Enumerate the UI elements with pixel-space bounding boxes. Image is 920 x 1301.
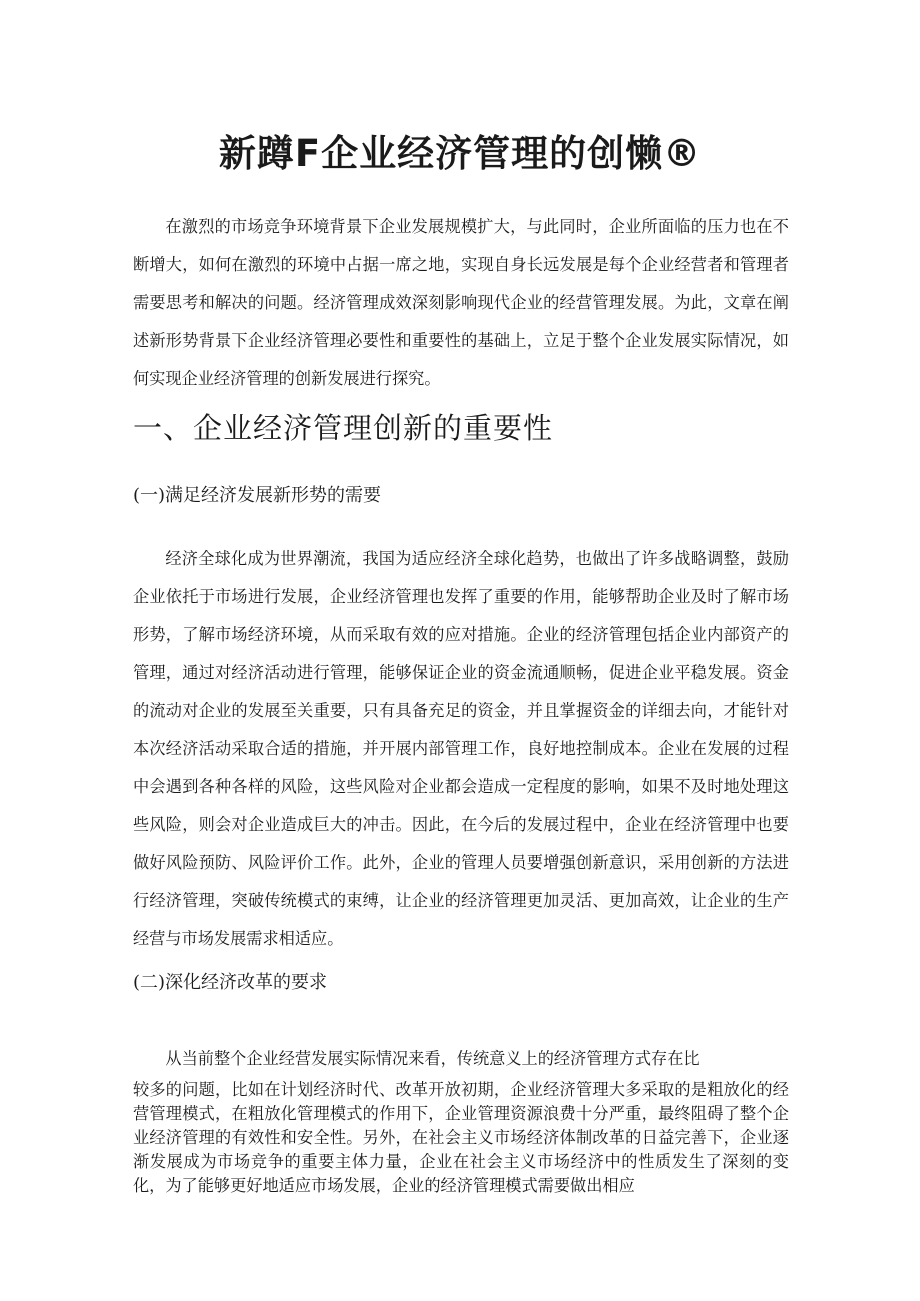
intro-paragraph: 在激烈的市场竞争环境背景下企业发展规模扩大，与此同时，企业所面临的压力也在不断增大，如何在激烈的环境中占据一席之地，实现自身长远发展是每个企业经营者和管理者需要思考和解决的问题。经济管理成效深刻影响现代企业的经营管理发展。为此，文章在阐述新形势背景下企业经济管理必要性和重要性的基础上，立足于整个企业发展实际情况，如何实现企业经济管理的创新发展进行探究。 — [133, 217, 789, 388]
document-title: 新蹲F企业经济管理的创懒® — [218, 132, 702, 175]
subsection-heading: (二)深化经济改革的要求 — [133, 972, 328, 993]
body-paragraph-start: 从当前整个企业经营发展实际情况来看，传统意义上的经济管理方式存在比 — [165, 1049, 700, 1068]
subsection-heading: (一)满足经济发展新形势的需要 — [133, 485, 382, 506]
section-heading: 一、企业经济管理创新的重要性 — [133, 411, 554, 445]
body-paragraph: 经济全球化成为世界潮流，我国为适应经济全球化趋势，也做出了许多战略调整，鼓励企业依托于市场进行发展，企业经济管理也发挥了重要的作用，能够帮助企业及时了解市场形势，了解市场经济环境，从而采取有效的应对措施。企业的经济管理包括企业内部资产的管理，通过对经济活动进行管理，能够保证企业的资金流通顺畅，促进企业平稳发展。资金的流动对企业的发展至关重要，只有具备充足的资金，并且掌握资金的详细去向，才能针对本次经济活动采取合适的措施，并开展内部管理工作，良好地控制成本。企业在发展的过程中会遇到各种各样的风险，这些风险对企业都会造成一定程度的影响，如果不及时地处理这些风险，则会对企业造成巨大的冲击。因此，在今后的发展过程中，企业在经济管理中也要做好风险预防、风险评价工作。此外，企业的管理人员要增强创新意识，采用创新的方法进行经济管理，突破传统模式的束缚，让企业的经济管理更加灵活、更加高效，让企业的生产经营与市场发展需求相适应。 — [133, 549, 789, 948]
body-paragraph-continuation: 较多的问题，比如在计划经济时代、改革开放初期，企业经济管理大多采取的是粗放化的经营管理模式，在粗放化管理模式的作用下，企业管理资源浪费十分严重，最终阻碍了整个企业经济管理的有效性和安全性。另外，在社会主义市场经济体制改革的日益完善下，企业逐渐发展成为市场竞争的重要主体力量，企业在社会主义市场经济中的性质发生了深刻的变化，为了能够更好地适应市场发展，企业的经济管理模式需要做出相应 — [133, 1080, 789, 1195]
